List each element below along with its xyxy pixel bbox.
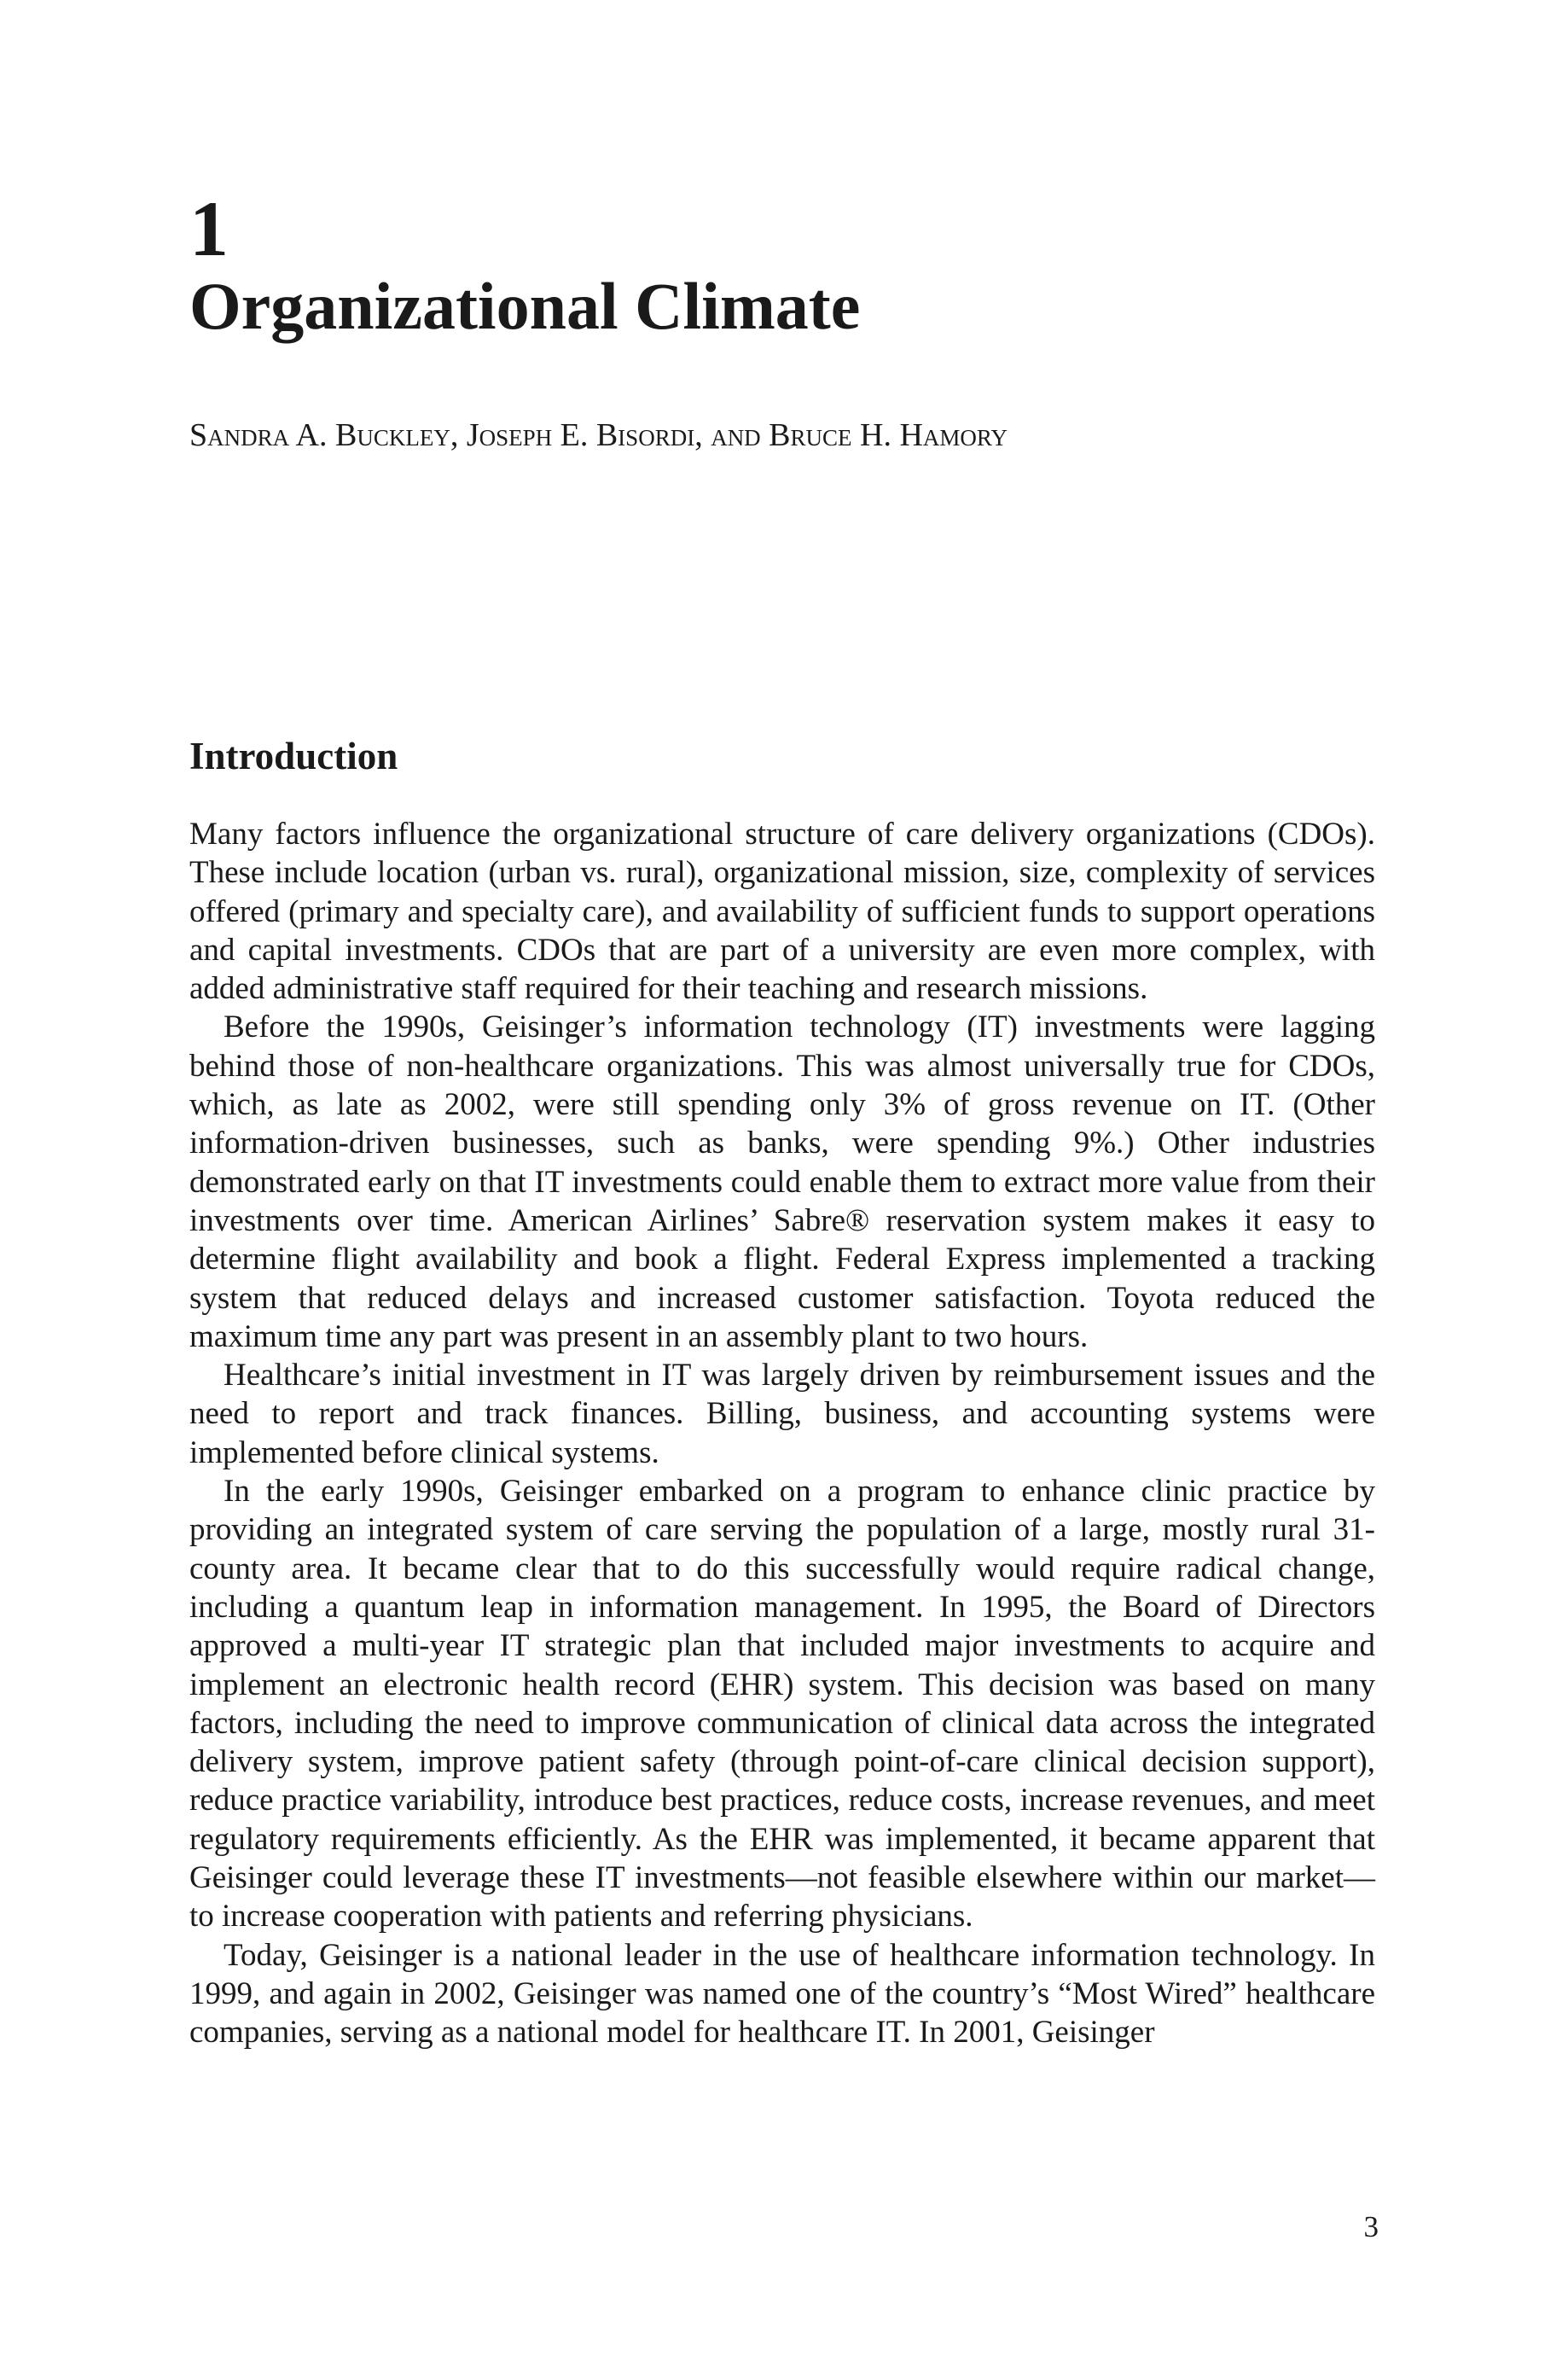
chapter-title: Organizational Climate — [189, 269, 861, 343]
paragraph: Today, Geisinger is a national leader in the use of healthcare information technology. In 1999, and again in 2002, Geisinger was named one of the country’s “Most Wired” healthcare companies, serving as a national model for healthcare IT. In 2001, Geisinger — [189, 1937, 1375, 2051]
paragraph: Many factors influence the organizational structure of care delivery organizations (CDOs). These include location (urban vs. rural), organizational mission, size, complexity of services offered (primary and specialty care), and availability of sufficient funds to support operations and capital investments. CDOs that are part of a university are even more complex, with added administrative staff required for their teaching and research missions. — [189, 817, 1375, 1007]
chapter-authors: Sandra A. Buckley, Joseph E. Bisordi, and Bruce H. Hamory — [189, 417, 1008, 453]
paragraph: In the early 1990s, Geisinger embarked on a program to enhance clinic practice by providing an integrated system of care serving the population of a large, mostly rural 31-county area. It became clear that to do this successfully would require radical change, including a quantum leap in information management. In 1995, the Board of Directors approved a multi-year IT strategic plan that included major investments to acquire and implement an electronic health record (EHR) system. This decision was based on many factors, including the need to improve communication of clinical data across the integrated delivery system, improve patient safety (through point-of-care clinical decision support), reduce practice variability, introduce best practices, reduce costs, increase revenues, and meet regulatory requirements efficiently. As the EHR was implemented, it became apparent that Geisinger could leverage these IT investments—not feasible elsewhere within our market—to increase cooperation with patients and referring physicians. — [189, 1474, 1375, 1935]
paragraph: Before the 1990s, Geisinger’s information technology (IT) investments were lagging behind those of non-healthcare organizations. This was almost universally true for CDOs, which, as late as 2002, were still spending only 3% of gross revenue on IT. (Other information-driven businesses, such as banks, were spending 9%.) Other industries demonstrated early on that IT investments could enable them to extract more value from their investments over time. American Airlines’ Sabre® reservation system makes it easy to determine flight availability and book a flight. Federal Express implemented a tracking system that reduced delays and increased customer satisfaction. Toyota reduced the maximum time any part was present in an assembly plant to two hours. — [189, 1009, 1375, 1354]
chapter-number: 1 — [189, 185, 229, 272]
body-text — [189, 815, 1375, 2052]
paragraph: Healthcare’s initial investment in IT was largely driven by reimbursement issues and the need to report and track finances. Billing, business, and accounting systems were implemented before clinical systems. — [189, 1358, 1375, 1470]
section-heading: Introduction — [189, 735, 398, 777]
page-number: 3 — [1363, 2210, 1379, 2243]
